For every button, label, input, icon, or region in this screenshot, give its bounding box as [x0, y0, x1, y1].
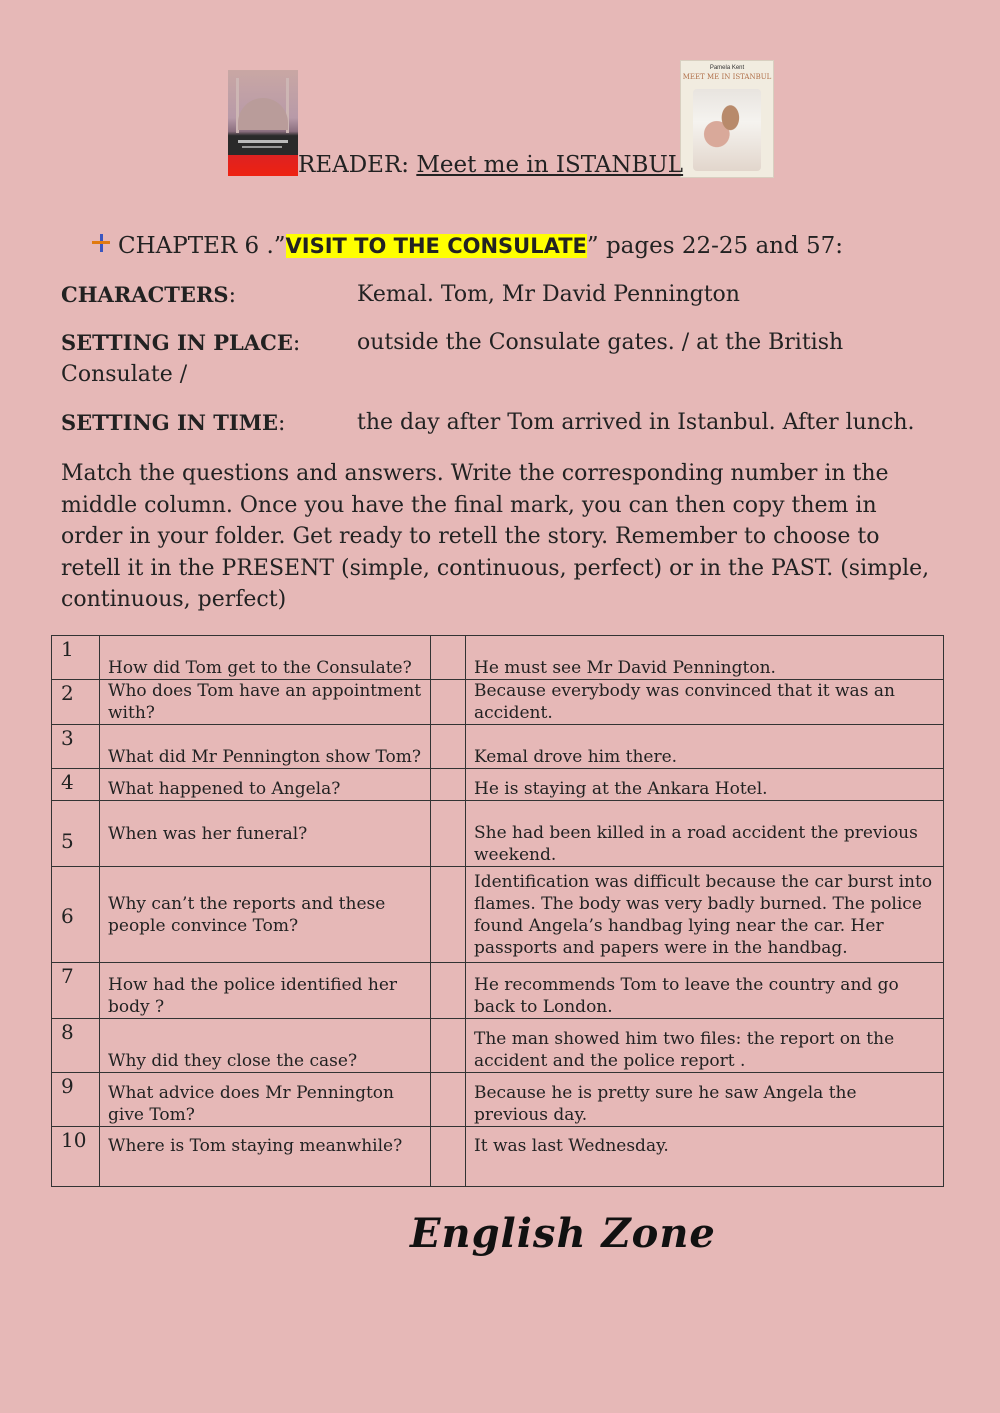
setting-place-field: SETTING IN PLACE: outside the Consulate gates. / at the British — [61, 330, 844, 356]
question-cell: Where is Tom staying meanwhile? — [100, 1127, 431, 1187]
row-number: 6 — [52, 867, 100, 963]
setting-place-label: SETTING IN PLACE — [61, 330, 293, 355]
question-cell: Who does Tom have an appointment with? — [100, 680, 431, 725]
question-cell: How had the police identified her body ? — [100, 963, 431, 1019]
question-cell: Why did they close the case? — [100, 1019, 431, 1073]
table-row — [52, 1073, 944, 1127]
answer-number-blank[interactable] — [431, 867, 466, 963]
row-number: 4 — [52, 769, 100, 801]
cover-author: Pamela Kent — [709, 65, 745, 71]
question-cell: How did Tom get to the Consulate? — [100, 636, 431, 680]
row-number: 8 — [52, 1019, 100, 1073]
characters-value: Kemal. Tom, Mr David Pennington — [357, 282, 740, 307]
cover-title: MEET ME IN ISTANBUL — [682, 73, 772, 81]
answer-cell: Because he is pretty sure he saw Angela the previous day. — [466, 1073, 944, 1127]
chapter-prefix: CHAPTER 6 .” — [118, 233, 286, 259]
setting-time-label: SETTING IN TIME — [61, 410, 278, 435]
answer-number-blank[interactable] — [431, 725, 466, 769]
table-row — [52, 725, 944, 769]
table-row — [52, 1019, 944, 1073]
row-number: 3 — [52, 725, 100, 769]
answer-cell: Because everybody was convinced that it was an accident. — [466, 680, 944, 725]
row-number: 9 — [52, 1073, 100, 1127]
table-row — [52, 867, 944, 963]
question-cell: When was her funeral? — [100, 801, 431, 867]
book-cover-istanbul-photo — [228, 70, 298, 176]
row-number: 10 — [52, 1127, 100, 1187]
bullet-arrow-icon — [92, 234, 110, 252]
book-cover-illustration — [680, 60, 774, 178]
characters-field: CHARACTERS: Kemal. Tom, Mr David Pennington — [61, 282, 740, 308]
answer-number-blank[interactable] — [431, 1019, 466, 1073]
answer-number-blank[interactable] — [431, 636, 466, 680]
question-cell: What happened to Angela? — [100, 769, 431, 801]
answer-cell: She had been killed in a road accident the previous weekend. — [466, 801, 944, 867]
answer-number-blank[interactable] — [431, 769, 466, 801]
chapter-suffix: ” pages 22-25 and 57: — [586, 233, 844, 259]
answer-number-blank[interactable] — [431, 1127, 466, 1187]
question-cell: What advice does Mr Pennington give Tom? — [100, 1073, 431, 1127]
mosque-dome-shape — [238, 98, 288, 130]
table-row — [52, 680, 944, 725]
table-row — [52, 801, 944, 867]
english-zone-signature: English Zone — [410, 1210, 716, 1257]
setting-place-value: outside the Consulate gates. / at the British — [357, 330, 844, 355]
cover-artwork — [693, 89, 761, 171]
answer-cell: The man showed him two files: the report on the accident and the police report . — [466, 1019, 944, 1073]
row-number: 1 — [52, 636, 100, 680]
table-row — [52, 1127, 944, 1187]
question-cell: What did Mr Pennington show Tom? — [100, 725, 431, 769]
answer-cell: He is staying at the Ankara Hotel. — [466, 769, 944, 801]
row-number: 2 — [52, 680, 100, 725]
reader-heading — [298, 152, 683, 178]
answer-number-blank[interactable] — [431, 963, 466, 1019]
table-row — [52, 769, 944, 801]
question-cell: Why can’t the reports and these people convince Tom? — [100, 867, 431, 963]
answer-cell: Kemal drove him there. — [466, 725, 944, 769]
setting-time-value: the day after Tom arrived in Istanbul. After lunch. — [357, 410, 915, 435]
answer-cell: Identification was difficult because the car burst into flames. The body was very badly burned. The police found Angela’s handbag lying near the car. Her passports and papers were in the handbag. — [466, 867, 944, 963]
answer-cell: He recommends Tom to leave the country and go back to London. — [466, 963, 944, 1019]
question-answer-table — [51, 635, 944, 1187]
setting-place-continued: Consulate / — [61, 362, 188, 387]
row-number: 7 — [52, 963, 100, 1019]
chapter-heading — [92, 233, 843, 259]
setting-time-field: SETTING IN TIME: the day after Tom arrived in Istanbul. After lunch. — [61, 410, 915, 436]
instructions-paragraph: Match the questions and answers. Write the corresponding number in the middle column. Once you have the final mark, you can then copy them in order in your folder. Get ready to retell the story. Remember to choose to retell it in the PRESENT (simple, continuous, perfect) or in the PAST. (simple, continuous, perfect) — [61, 461, 930, 612]
answer-number-blank[interactable] — [431, 680, 466, 725]
answer-number-blank[interactable] — [431, 1073, 466, 1127]
answer-cell: It was last Wednesday. — [466, 1127, 944, 1187]
chapter-title: VISIT TO THE CONSULATE — [285, 234, 587, 258]
row-number: 5 — [52, 801, 100, 867]
answer-cell: He must see Mr David Pennington. — [466, 636, 944, 680]
table-row — [52, 636, 944, 680]
reader-prefix: READER: — [298, 152, 417, 178]
reader-title: Meet me in ISTANBUL — [416, 152, 684, 178]
answer-number-blank[interactable] — [431, 801, 466, 867]
table-row — [52, 963, 944, 1019]
characters-label: CHARACTERS — [61, 282, 229, 307]
